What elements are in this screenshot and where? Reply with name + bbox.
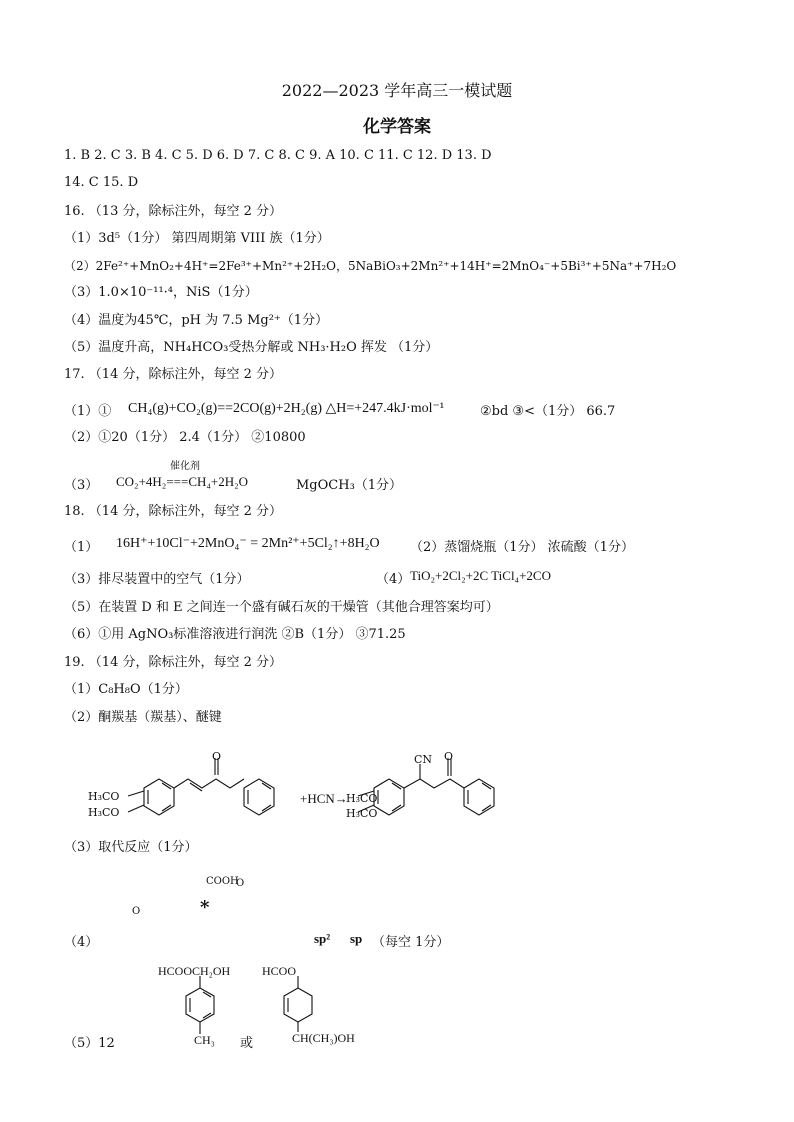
q17-answer-1-rest: ②bd ③<（1分） 66.7 xyxy=(480,404,616,419)
reaction-reagent: +HCN→ xyxy=(300,791,348,806)
product-methoxy-2: H₃CO xyxy=(346,807,378,820)
q19-4-sp: sp xyxy=(350,931,363,946)
q19-4-o: O xyxy=(132,906,141,917)
q17-answer-3-label: （3） xyxy=(64,478,99,493)
q18-answer-2: （2）蒸馏烧瓶（1分） 浓硫酸（1分） xyxy=(410,540,634,555)
q17-answer-2: （2）①20（1分） 2.4（1分） ②10800 xyxy=(64,430,306,445)
q18-answer-6: （6）①用 AgNO₃标准溶液进行润洗 ②B（1分） ③71.25 xyxy=(64,627,406,642)
reactant-methoxy-1: H₃CO xyxy=(88,790,120,803)
product-carbonyl-o: O xyxy=(444,750,454,763)
isomer-1-bottom: CH₃ xyxy=(194,1033,215,1047)
q17-heading: 17. （14 分，除标注外，每空 2 分） xyxy=(64,367,283,382)
product-cn: CN xyxy=(414,753,433,766)
q19-4-ring-o: O xyxy=(236,878,245,889)
q19-answer-5-label: （5）12 xyxy=(64,1036,115,1051)
q18-heading: 18. （14 分，除标注外，每空 2 分） xyxy=(64,504,283,519)
q16-answer-3: （3）1.0×10⁻¹¹·⁴，NiS（1分） xyxy=(64,285,258,300)
q19-4-sp2: sp² xyxy=(314,931,331,946)
q16-answer-5: （5）温度升高，NH₄HCO₃受热分解或 NH₃·H₂O 挥发 （1分） xyxy=(64,340,439,355)
q17-catalyst-label: 催化剂 xyxy=(170,461,200,472)
q19-answer-1: （1）C₈H₈O（1分） xyxy=(64,682,188,697)
q19-answer-2: （2）酮羰基（羰基）、醚键 xyxy=(64,710,222,725)
q17-answer-3-rest: MgOCH₃（1分） xyxy=(296,478,403,493)
isomer-1-top: HCOOCH₂OH xyxy=(158,964,231,978)
q19-4-chiral-star: * xyxy=(200,897,210,918)
mc-answers-row-2: 14. C 15. D xyxy=(64,175,139,190)
q19-answer-4-label: （4） xyxy=(64,935,99,950)
q18-answer-4-label: （4） xyxy=(376,572,411,587)
q19-heading: 19. （14 分，除标注外，每空 2 分） xyxy=(64,655,283,670)
q16-answer-2: （2）2Fe²⁺+MnO₂+4H⁺=2Fe³⁺+Mn²⁺+2H₂O，5NaBiO₃+2Mn²⁺+14H⁺=2MnO₄⁻+5Bi³⁺+5Na⁺+7H₂O xyxy=(64,259,677,273)
q18-answer-1-label: （1） xyxy=(64,540,99,555)
product-methoxy-1: H₃CO xyxy=(346,792,378,805)
page-subtitle: 化学答案 xyxy=(363,117,431,137)
q17-equation-3: CO₂+4H₂===CH₄+2H₂O xyxy=(116,474,249,489)
q18-answer-5: （5）在装置 D 和 E 之间连一个盛有碱石灰的干燥管（其他合理答案均可） xyxy=(64,600,499,615)
reactant-carbonyl-o: O xyxy=(212,750,222,763)
q19-4-note: （每空 1分） xyxy=(372,935,450,950)
isomer-2-top: HCOO xyxy=(262,964,297,978)
isomer-2-bottom: CH(CH₃)OH xyxy=(292,1031,355,1045)
q17-equation-1: CH₄(g)+CO₂(g)==2CO(g)+2H₂(g) △H=+247.4kJ·mol⁻¹ xyxy=(128,401,445,416)
isomer-or-text: 或 xyxy=(240,1036,254,1051)
q18-equation-4: TiO₂+2Cl₂+2C TiCl₄+2CO xyxy=(410,568,551,583)
reactant-methoxy-2: H₃CO xyxy=(88,806,120,819)
q19-4-cooh: COOH xyxy=(206,876,239,887)
q18-equation-1: 16H⁺+10Cl⁻+2MnO₄⁻ = 2Mn²⁺+5Cl₂↑+8H₂O xyxy=(116,536,380,551)
q16-heading: 16. （13 分，除标注外，每空 2 分） xyxy=(64,204,283,219)
q16-answer-1: （1）3d⁵（1分） 第四周期第 VIII 族（1分） xyxy=(64,231,330,246)
q16-answer-4: （4）温度为45℃，pH 为 7.5 Mg²⁺（1分） xyxy=(64,313,329,328)
q19-answer-3: （3）取代反应（1分） xyxy=(64,840,198,855)
q18-answer-3: （3）排尽装置中的空气（1分） xyxy=(64,572,250,587)
q17-answer-1-label: （1）① xyxy=(64,404,112,419)
mc-answers-row-1: 1. B 2. C 3. B 4. C 5. D 6. D 7. C 8. C 9. A 10. C 11. C 12. D 13. D xyxy=(64,148,492,163)
page-title: 2022—2023 学年高三一模试题 xyxy=(281,81,513,100)
